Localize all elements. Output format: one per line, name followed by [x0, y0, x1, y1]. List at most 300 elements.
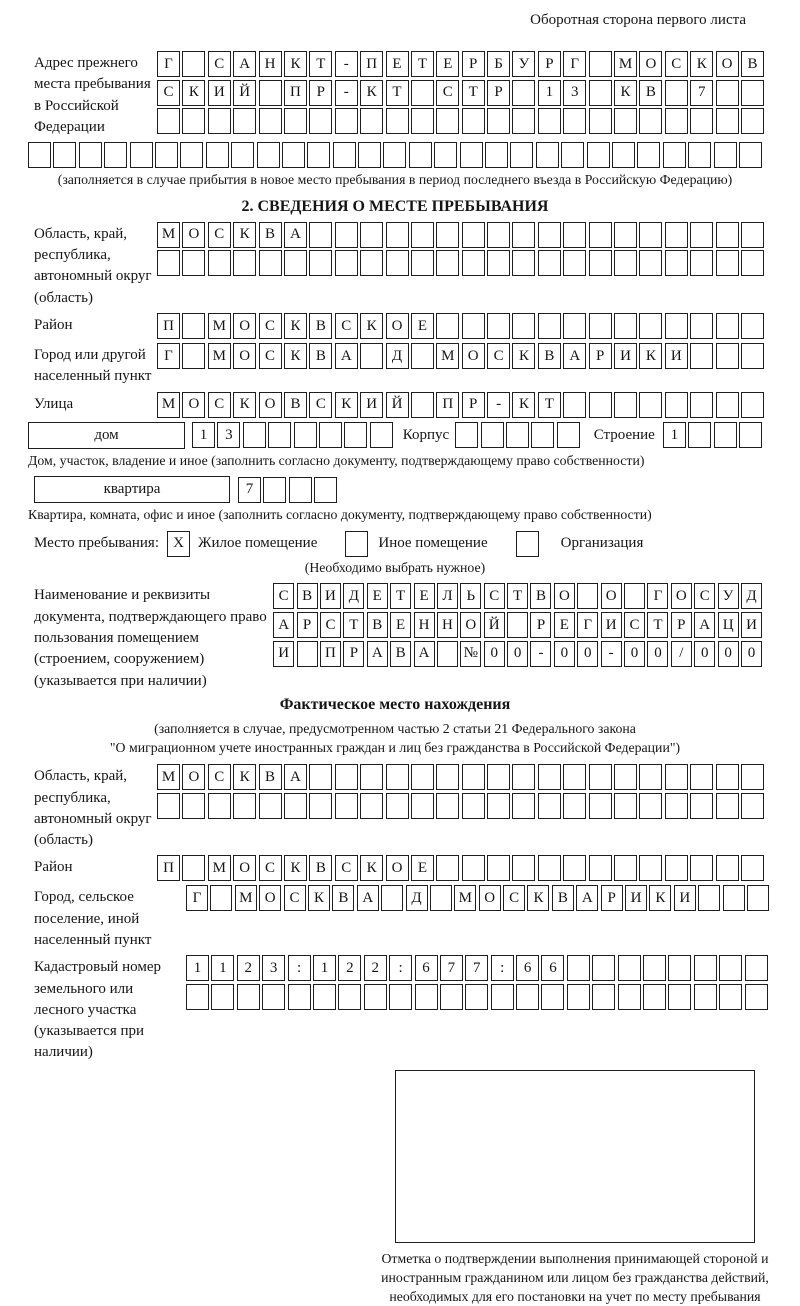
- char-cell: [694, 984, 717, 1010]
- char-cell: [563, 764, 586, 790]
- stamp-box: [395, 1070, 755, 1243]
- char-cell: [589, 313, 612, 339]
- char-cell: О: [462, 343, 485, 369]
- char-cell: К: [284, 343, 307, 369]
- char-cell: [663, 142, 686, 168]
- char-cell: 0: [484, 641, 505, 667]
- char-cell: [665, 313, 688, 339]
- char-cell: [512, 855, 535, 881]
- char-cell: [741, 250, 764, 276]
- char-cell: В: [538, 343, 561, 369]
- char-cell: К: [233, 392, 256, 418]
- char-cell: [512, 313, 535, 339]
- char-cell: [335, 108, 358, 134]
- char-cell: И: [625, 885, 647, 911]
- char-cell: М: [614, 51, 637, 77]
- char-cell: [719, 984, 742, 1010]
- char-cell: А: [233, 51, 256, 77]
- char-cell: [716, 313, 739, 339]
- char-cell: [538, 108, 561, 134]
- char-cell: А: [414, 641, 435, 667]
- char-cell: [614, 793, 637, 819]
- char-cell: [741, 343, 764, 369]
- char-cell: [309, 250, 332, 276]
- char-cell: [319, 422, 342, 448]
- char-cell: [309, 793, 332, 819]
- char-cell: И: [273, 641, 294, 667]
- char-cell: [386, 764, 409, 790]
- char-cell: [313, 984, 336, 1010]
- char-cell: Й: [484, 612, 505, 638]
- char-cell: :: [389, 955, 412, 981]
- char-cell: С: [665, 51, 688, 77]
- char-cell: Е: [390, 612, 411, 638]
- char-cell: [360, 222, 383, 248]
- char-cell: М: [208, 343, 231, 369]
- char-cell: [739, 142, 762, 168]
- char-cell: 7: [465, 955, 488, 981]
- prev-address-row-2: [157, 80, 764, 106]
- char-cell: [309, 108, 332, 134]
- char-cell: [333, 142, 356, 168]
- char-cell: У: [512, 51, 535, 77]
- char-cell: [411, 392, 434, 418]
- char-cell: [563, 793, 586, 819]
- actual-district-label: Район: [34, 859, 73, 876]
- char-cell: -: [487, 392, 510, 418]
- char-cell: [491, 984, 514, 1010]
- char-cell: [512, 80, 535, 106]
- stay-place-note: (Необходимо выбрать нужное): [304, 559, 486, 575]
- char-cell: [563, 250, 586, 276]
- char-cell: Т: [647, 612, 668, 638]
- cadastral-row-1: [186, 955, 768, 981]
- char-cell: [589, 855, 612, 881]
- char-cell: [741, 222, 764, 248]
- char-cell: [462, 222, 485, 248]
- char-cell: [592, 955, 615, 981]
- char-cell: И: [601, 612, 622, 638]
- char-cell: [538, 222, 561, 248]
- char-cell: М: [235, 885, 257, 911]
- stay-option-organization-checkbox: [516, 531, 539, 557]
- char-cell: [436, 313, 459, 339]
- char-cell: [206, 142, 229, 168]
- char-cell: [512, 793, 535, 819]
- char-cell: Т: [390, 583, 411, 609]
- char-cell: 0: [694, 641, 715, 667]
- section2-title: 2. СВЕДЕНИЯ О МЕСТЕ ПРЕБЫВАНИЯ: [241, 197, 549, 215]
- actual-district-row: [157, 855, 764, 881]
- char-cell: Р: [671, 612, 692, 638]
- char-cell: В: [284, 392, 307, 418]
- char-cell: М: [157, 764, 180, 790]
- char-cell: [186, 984, 209, 1010]
- char-cell: [268, 422, 291, 448]
- char-cell: С: [487, 343, 510, 369]
- char-cell: [612, 142, 635, 168]
- char-cell: [690, 222, 713, 248]
- house-row: [28, 422, 762, 449]
- apartment-caption: Квартира, комната, офис и иное (заполнить согласно документу, подтверждающему право собственности): [28, 507, 652, 523]
- char-cell: [370, 422, 393, 448]
- char-cell: [307, 142, 330, 168]
- char-cell: К: [233, 222, 256, 248]
- char-cell: [745, 984, 768, 1010]
- char-cell: [716, 793, 739, 819]
- char-cell: [411, 793, 434, 819]
- char-cell: Г: [563, 51, 586, 77]
- char-cell: [577, 583, 598, 609]
- char-cell: [741, 392, 764, 418]
- char-cell: -: [601, 641, 622, 667]
- char-cell: И: [360, 392, 383, 418]
- char-cell: Р: [343, 641, 364, 667]
- char-cell: Р: [589, 343, 612, 369]
- char-cell: [563, 392, 586, 418]
- char-cell: 7: [238, 477, 261, 503]
- char-cell: Д: [386, 343, 409, 369]
- stay-place-label: Место пребывания:: [34, 535, 159, 552]
- char-cell: И: [208, 80, 231, 106]
- char-cell: [665, 793, 688, 819]
- char-cell: 1: [663, 422, 686, 448]
- char-cell: 0: [554, 641, 575, 667]
- char-cell: [589, 51, 612, 77]
- char-cell: И: [674, 885, 696, 911]
- char-cell: [210, 885, 232, 911]
- char-cell: И: [665, 343, 688, 369]
- char-cell: [182, 793, 205, 819]
- char-cell: 2: [237, 955, 260, 981]
- stay-option-other-label: Иное помещение: [378, 535, 488, 552]
- char-cell: К: [182, 80, 205, 106]
- char-cell: С: [157, 80, 180, 106]
- char-cell: [506, 422, 529, 448]
- char-cell: [182, 51, 205, 77]
- char-cell: [462, 855, 485, 881]
- char-cell: 0: [718, 641, 739, 667]
- actual-location-caption-line1: (заполняется в случае, предусмотренном частью 2 статьи 21 Федерального закона: [154, 720, 636, 736]
- prev-address-label: Адрес прежнего места пребывания в Российской Федерации: [34, 55, 151, 135]
- char-cell: [716, 343, 739, 369]
- char-cell: И: [320, 583, 341, 609]
- char-cell: Г: [157, 51, 180, 77]
- char-cell: [259, 80, 282, 106]
- char-cell: П: [157, 855, 180, 881]
- char-cell: [563, 108, 586, 134]
- char-cell: -: [335, 80, 358, 106]
- char-cell: [233, 793, 256, 819]
- char-cell: Е: [367, 583, 388, 609]
- char-cell: Т: [386, 80, 409, 106]
- char-cell: [589, 250, 612, 276]
- char-cell: [739, 422, 762, 448]
- char-cell: [360, 764, 383, 790]
- char-cell: [437, 641, 458, 667]
- char-cell: Н: [437, 612, 458, 638]
- char-cell: [563, 222, 586, 248]
- char-cell: [538, 855, 561, 881]
- char-cell: П: [360, 51, 383, 77]
- prev-address-caption: (заполняется в случае прибытия в новое место пребывания в период последнего въезда в Российскую Федерацию): [57, 172, 733, 188]
- char-cell: К: [360, 80, 383, 106]
- char-cell: Г: [577, 612, 598, 638]
- char-cell: [231, 142, 254, 168]
- char-cell: [557, 422, 580, 448]
- char-cell: [741, 793, 764, 819]
- char-cell: И: [614, 343, 637, 369]
- char-cell: О: [386, 855, 409, 881]
- apartment-cells: [238, 477, 337, 503]
- char-cell: [512, 108, 535, 134]
- char-cell: Д: [741, 583, 762, 609]
- char-cell: [716, 222, 739, 248]
- char-cell: [208, 793, 231, 819]
- char-cell: Т: [309, 51, 332, 77]
- char-cell: В: [552, 885, 574, 911]
- char-cell: [487, 764, 510, 790]
- char-cell: 6: [516, 955, 539, 981]
- actual-city-row: [186, 885, 769, 911]
- char-cell: О: [386, 313, 409, 339]
- char-cell: [639, 855, 662, 881]
- char-cell: [487, 108, 510, 134]
- char-cell: Р: [530, 612, 551, 638]
- char-cell: [531, 422, 554, 448]
- char-cell: [157, 793, 180, 819]
- char-cell: М: [157, 392, 180, 418]
- char-cell: 2: [338, 955, 361, 981]
- char-cell: [182, 250, 205, 276]
- prev-address-overflow-row: [28, 142, 762, 168]
- char-cell: [436, 250, 459, 276]
- prev-address-row-3: [157, 108, 764, 134]
- char-cell: [335, 793, 358, 819]
- char-cell: [309, 222, 332, 248]
- char-cell: К: [512, 343, 535, 369]
- char-cell: [639, 793, 662, 819]
- char-cell: [589, 392, 612, 418]
- char-cell: [314, 477, 337, 503]
- char-cell: В: [297, 583, 318, 609]
- char-cell: В: [309, 855, 332, 881]
- char-cell: №: [460, 641, 481, 667]
- house-caption: Дом, участок, владение и иное (заполнить согласно документу, подтверждающему право собственности): [28, 452, 645, 468]
- char-cell: [208, 250, 231, 276]
- char-cell: Т: [343, 612, 364, 638]
- char-cell: [411, 108, 434, 134]
- char-cell: [719, 955, 742, 981]
- char-cell: [690, 855, 713, 881]
- char-cell: [262, 984, 285, 1010]
- char-cell: [487, 250, 510, 276]
- char-cell: [335, 764, 358, 790]
- char-cell: С: [503, 885, 525, 911]
- char-cell: [233, 108, 256, 134]
- char-cell: [28, 142, 51, 168]
- char-cell: [335, 222, 358, 248]
- char-cell: С: [309, 392, 332, 418]
- actual-location-caption-line2: "О миграционном учете иностранных граждан и лиц без гражданства в Российской Федерации"): [109, 739, 681, 755]
- char-cell: [665, 764, 688, 790]
- actual-region-row-2: [157, 793, 764, 819]
- char-cell: Н: [259, 51, 282, 77]
- char-cell: Р: [462, 51, 485, 77]
- char-cell: [643, 984, 666, 1010]
- char-cell: В: [530, 583, 551, 609]
- char-cell: Б: [487, 51, 510, 77]
- region-label: Область, край, республика, автономный округ (область): [34, 225, 152, 306]
- char-cell: [614, 855, 637, 881]
- char-cell: С: [624, 612, 645, 638]
- document-label: Наименование и реквизиты документа, подтверждающего право пользования помещением (строением, сооружением) (указывается при наличии): [34, 587, 267, 689]
- char-cell: Е: [411, 313, 434, 339]
- char-cell: 6: [541, 955, 564, 981]
- char-cell: [259, 108, 282, 134]
- char-cell: А: [694, 612, 715, 638]
- char-cell: [618, 955, 641, 981]
- char-cell: [690, 392, 713, 418]
- char-cell: [487, 222, 510, 248]
- char-cell: [668, 955, 691, 981]
- char-cell: [487, 793, 510, 819]
- char-cell: 3: [217, 422, 240, 448]
- char-cell: К: [284, 313, 307, 339]
- char-cell: К: [649, 885, 671, 911]
- char-cell: 6: [415, 955, 438, 981]
- char-cell: П: [320, 641, 341, 667]
- char-cell: [243, 422, 266, 448]
- char-cell: [155, 142, 178, 168]
- char-cell: [436, 764, 459, 790]
- char-cell: [624, 583, 645, 609]
- char-cell: [639, 222, 662, 248]
- char-cell: 0: [507, 641, 528, 667]
- char-cell: [411, 222, 434, 248]
- char-cell: Г: [647, 583, 668, 609]
- house-label-box: дом: [28, 422, 185, 449]
- char-cell: [130, 142, 153, 168]
- stroenie-cells: [663, 422, 762, 448]
- char-cell: Р: [487, 80, 510, 106]
- char-cell: Д: [343, 583, 364, 609]
- char-cell: О: [233, 343, 256, 369]
- char-cell: Е: [411, 855, 434, 881]
- char-cell: Т: [507, 583, 528, 609]
- char-cell: [589, 793, 612, 819]
- char-cell: [716, 80, 739, 106]
- house-cells: [192, 422, 393, 448]
- char-cell: [512, 222, 535, 248]
- char-cell: [665, 855, 688, 881]
- char-cell: О: [671, 583, 692, 609]
- char-cell: [512, 250, 535, 276]
- district-label: Район: [34, 317, 73, 333]
- char-cell: [211, 984, 234, 1010]
- char-cell: С: [208, 392, 231, 418]
- actual-region-field: [28, 764, 762, 851]
- char-cell: [79, 142, 102, 168]
- actual-city-label: Город, сельское поселение, иной населенный пункт: [34, 889, 152, 948]
- char-cell: А: [563, 343, 586, 369]
- char-cell: К: [690, 51, 713, 77]
- char-cell: [614, 222, 637, 248]
- char-cell: К: [360, 313, 383, 339]
- document-row-2: [273, 612, 762, 638]
- actual-region-row-1: [157, 764, 764, 790]
- char-cell: 1: [192, 422, 215, 448]
- actual-city-field: [28, 885, 762, 951]
- city-row: [157, 343, 764, 369]
- apartment-label-box: квартира: [34, 476, 230, 503]
- char-cell: [741, 313, 764, 339]
- char-cell: [53, 142, 76, 168]
- district-row: [157, 313, 764, 339]
- char-cell: [507, 612, 528, 638]
- char-cell: [741, 80, 764, 106]
- char-cell: [587, 142, 610, 168]
- char-cell: [430, 885, 452, 911]
- char-cell: /: [671, 641, 692, 667]
- char-cell: В: [309, 343, 332, 369]
- char-cell: [561, 142, 584, 168]
- char-cell: 7: [440, 955, 463, 981]
- char-cell: [462, 108, 485, 134]
- document-field: [28, 583, 762, 691]
- char-cell: А: [357, 885, 379, 911]
- char-cell: 1: [186, 955, 209, 981]
- prev-address-field: [28, 51, 762, 138]
- char-cell: [716, 855, 739, 881]
- char-cell: [386, 222, 409, 248]
- char-cell: К: [360, 855, 383, 881]
- char-cell: [182, 855, 205, 881]
- char-cell: С: [273, 583, 294, 609]
- char-cell: [411, 764, 434, 790]
- char-cell: Т: [538, 392, 561, 418]
- char-cell: [665, 222, 688, 248]
- char-cell: [383, 142, 406, 168]
- char-cell: [288, 984, 311, 1010]
- char-cell: О: [259, 885, 281, 911]
- char-cell: Е: [436, 51, 459, 77]
- char-cell: Й: [233, 80, 256, 106]
- char-cell: [436, 793, 459, 819]
- char-cell: П: [436, 392, 459, 418]
- char-cell: [538, 250, 561, 276]
- char-cell: [589, 108, 612, 134]
- char-cell: В: [639, 80, 662, 106]
- char-cell: [745, 955, 768, 981]
- char-cell: [665, 80, 688, 106]
- char-cell: С: [320, 612, 341, 638]
- char-cell: [714, 422, 737, 448]
- char-cell: С: [259, 855, 282, 881]
- korpus-label: Корпус: [402, 426, 450, 443]
- char-cell: 3: [563, 80, 586, 106]
- char-cell: [415, 984, 438, 1010]
- char-cell: [462, 313, 485, 339]
- char-cell: С: [436, 80, 459, 106]
- char-cell: А: [284, 222, 307, 248]
- char-cell: [563, 313, 586, 339]
- char-cell: Т: [411, 51, 434, 77]
- char-cell: [639, 250, 662, 276]
- char-cell: О: [182, 392, 205, 418]
- char-cell: 0: [741, 641, 762, 667]
- char-cell: [639, 764, 662, 790]
